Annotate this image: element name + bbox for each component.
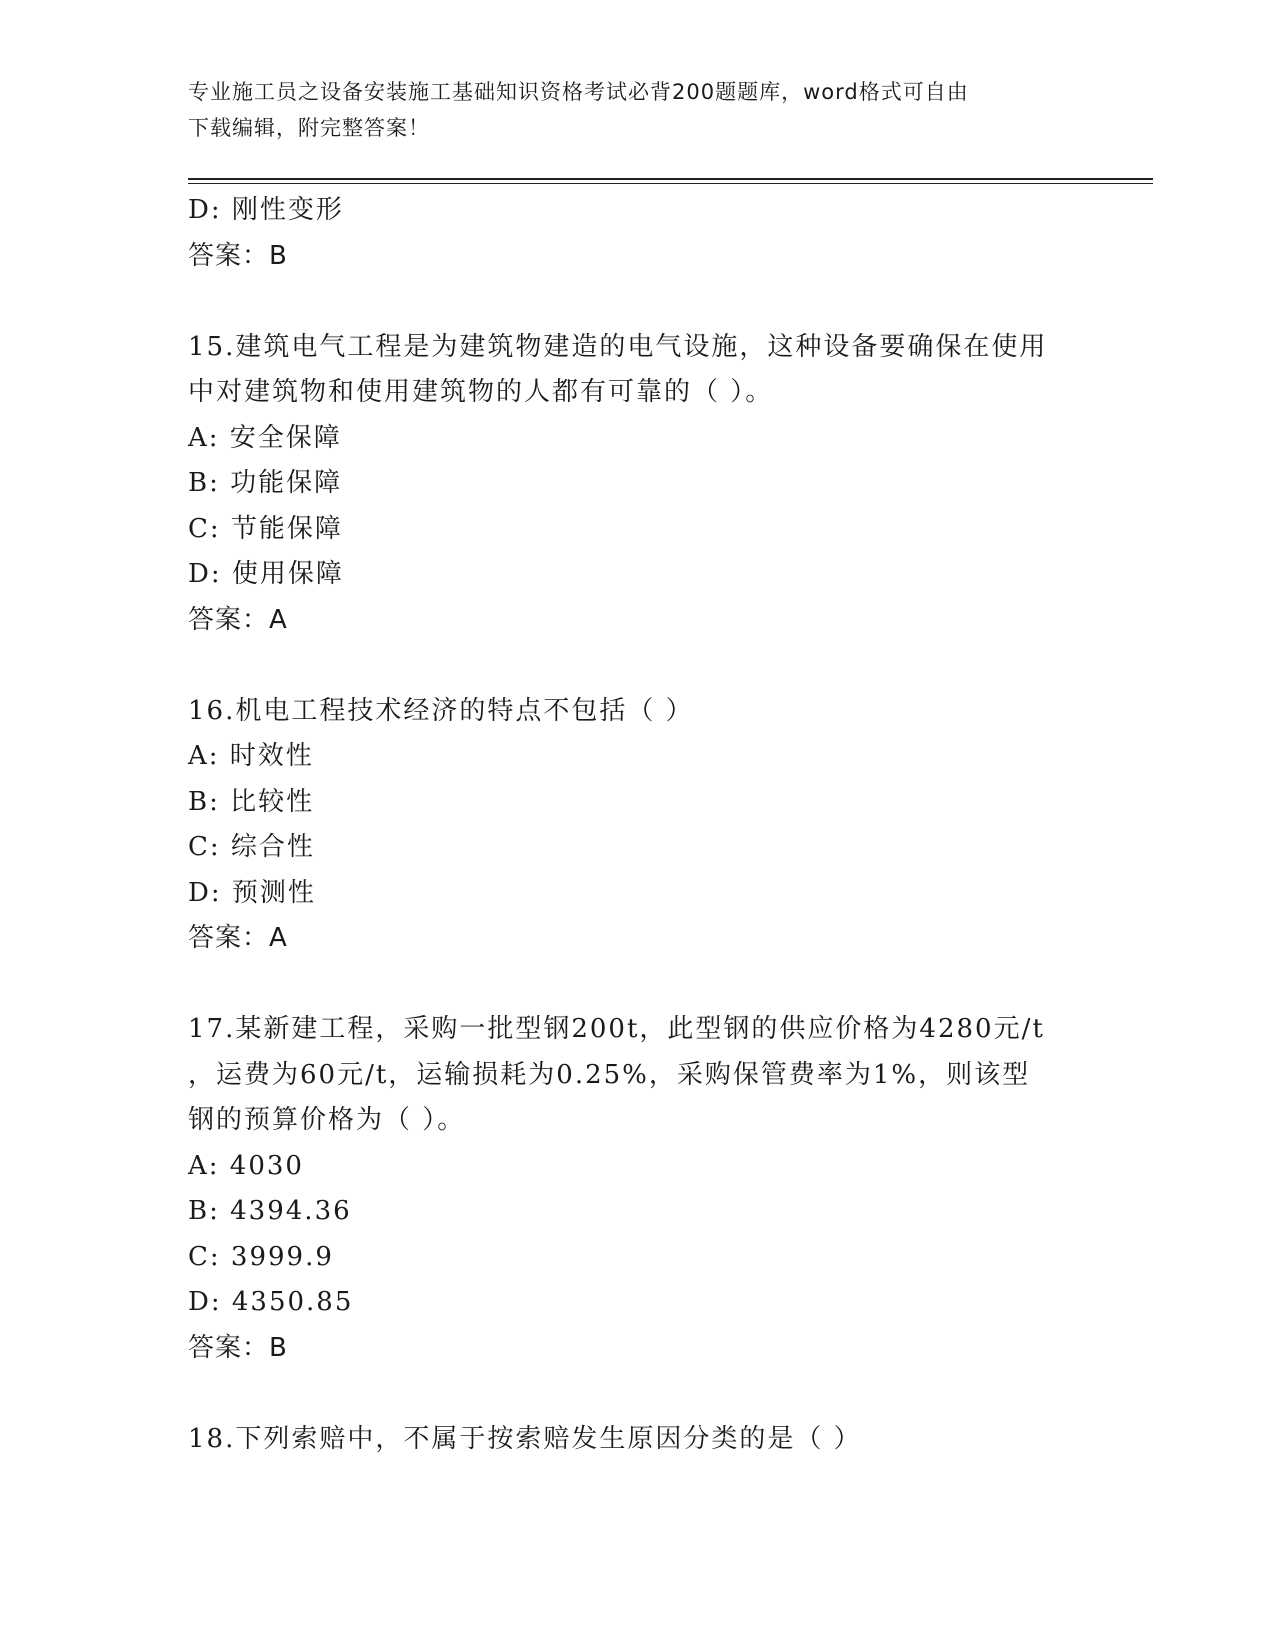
question-15 [188,325,1088,644]
option-a: A: 时效性 [188,741,314,771]
option-d: D: 使用保障 [188,559,344,589]
option-d: D: 4350.85 [188,1287,354,1317]
question-list [188,188,1088,1462]
question-stem-line: 15.建筑电气工程是为建筑物建造的电气设施，这种设备要确保在使用 [188,331,1048,362]
header-rule-thin [188,183,1153,184]
option-b: B: 功能保障 [188,468,343,498]
question-stem-line: 中对建筑物和使用建筑物的人都有可靠的（ ）。 [188,377,774,407]
option-c: C: 3999.9 [188,1241,334,1272]
option-d: D: 刚性变形 [188,195,344,225]
option-b: B: 比较性 [188,786,315,817]
header-line-1: 专业施工员之设备安装施工基础知识资格考试必背200题题库，word格式可自由 [188,80,969,104]
question-18 [188,1417,1088,1463]
document-header [188,74,1068,146]
question-stem-line: 18.下列索赔中，不属于按索赔发生原因分类的是（ ） [188,1423,862,1454]
answer-label: 答案：B [188,1332,288,1363]
option-d: D: 预测性 [188,877,316,908]
option-a: A: 安全保障 [188,422,342,453]
option-c: C: 综合性 [188,832,315,862]
question-14-tail [188,188,1088,279]
answer-label: 答案：B [188,240,288,271]
question-stem-line: ，运费为60元/t，运输损耗为0.25%，采购保管费率为1%，则该型 [188,1059,1031,1090]
header-rule-thick [188,178,1153,180]
question-stem-line: 钢的预算价格为（ ）。 [188,1105,466,1135]
question-stem-line: 16.机电工程技术经济的特点不包括（ ） [188,695,694,726]
question-stem-line: 17.某新建工程，采购一批型钢200t，此型钢的供应价格为4280元/t [188,1014,1045,1044]
answer-label: 答案：A [188,604,288,635]
option-b: B: 4394.36 [188,1196,352,1226]
answer-label: 答案：A [188,923,288,953]
option-a: A: 4030 [188,1150,304,1181]
header-line-2: 下载编辑，附完整答案！ [188,116,430,140]
question-16 [188,689,1088,962]
question-17 [188,1007,1088,1371]
option-c: C: 节能保障 [188,513,343,544]
